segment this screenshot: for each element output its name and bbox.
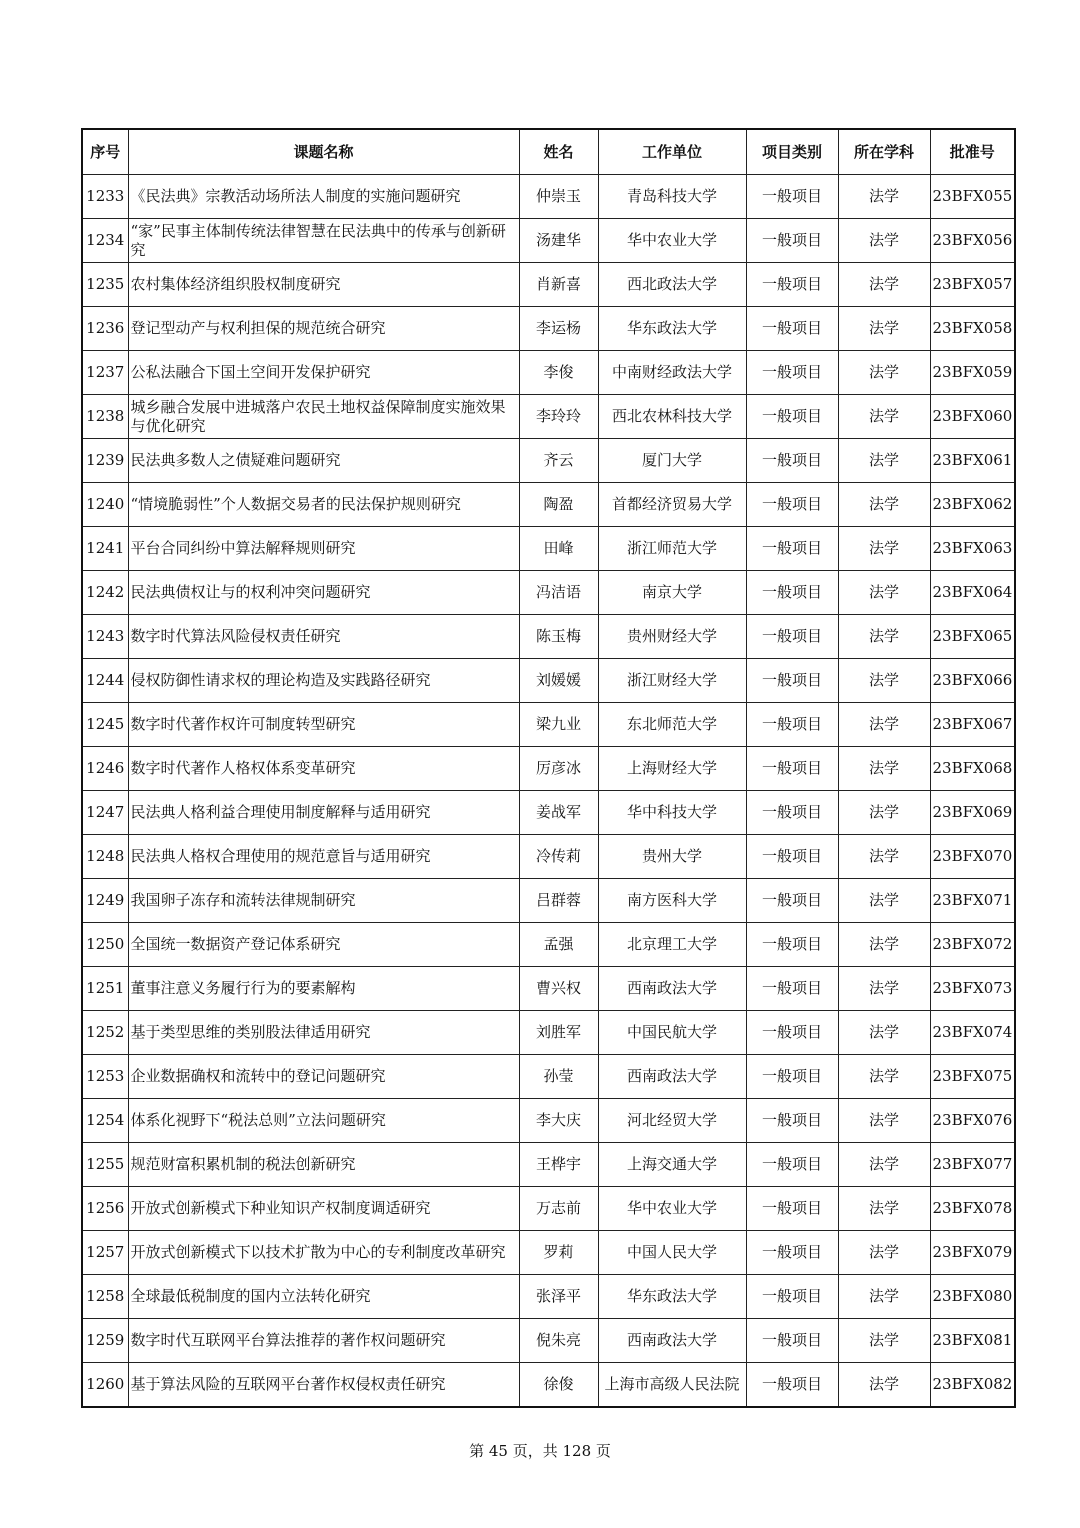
cell-name: 张泽平 [519, 1275, 598, 1319]
cell-unit: 西北农林科技大学 [598, 395, 746, 439]
cell-category: 一般项目 [746, 1319, 838, 1363]
cell-approval-no: 23BFX080 [930, 1275, 1015, 1319]
cell-unit: 东北师范大学 [598, 703, 746, 747]
cell-category: 一般项目 [746, 1275, 838, 1319]
cell-approval-no: 23BFX078 [930, 1187, 1015, 1231]
cell-name: 刘媛媛 [519, 659, 598, 703]
cell-index: 1244 [82, 659, 128, 703]
cell-discipline: 法学 [838, 835, 930, 879]
cell-unit: 南方医科大学 [598, 879, 746, 923]
cell-approval-no: 23BFX062 [930, 483, 1015, 527]
cell-unit: 青岛科技大学 [598, 175, 746, 219]
cell-unit: 上海财经大学 [598, 747, 746, 791]
cell-index: 1245 [82, 703, 128, 747]
cell-title: 开放式创新模式下以技术扩散为中心的专利制度改革研究 [128, 1231, 519, 1275]
cell-name: 厉彦冰 [519, 747, 598, 791]
cell-unit: 浙江师范大学 [598, 527, 746, 571]
cell-approval-no: 23BFX064 [930, 571, 1015, 615]
cell-category: 一般项目 [746, 175, 838, 219]
table-row [82, 1011, 1015, 1055]
cell-name: 汤建华 [519, 219, 598, 263]
cell-name: 李运杨 [519, 307, 598, 351]
header-approval-no: 批准号 [930, 129, 1015, 175]
cell-title: “家”民事主体制传统法律智慧在民法典中的传承与创新研究 [128, 219, 519, 263]
cell-unit: 华中科技大学 [598, 791, 746, 835]
cell-name: 肖新喜 [519, 263, 598, 307]
table-row [82, 659, 1015, 703]
cell-name: 冷传莉 [519, 835, 598, 879]
cell-discipline: 法学 [838, 703, 930, 747]
header-name: 姓名 [519, 129, 598, 175]
cell-unit: 南京大学 [598, 571, 746, 615]
header-unit: 工作单位 [598, 129, 746, 175]
table-row [82, 1231, 1015, 1275]
cell-index: 1237 [82, 351, 128, 395]
cell-index: 1236 [82, 307, 128, 351]
cell-approval-no: 23BFX066 [930, 659, 1015, 703]
cell-discipline: 法学 [838, 791, 930, 835]
cell-category: 一般项目 [746, 1231, 838, 1275]
cell-index: 1253 [82, 1055, 128, 1099]
cell-title: 民法典债权让与的权利冲突问题研究 [128, 571, 519, 615]
cell-discipline: 法学 [838, 1275, 930, 1319]
cell-name: 李俊 [519, 351, 598, 395]
cell-unit: 西北政法大学 [598, 263, 746, 307]
table-row [82, 879, 1015, 923]
cell-discipline: 法学 [838, 659, 930, 703]
cell-title: 数字时代著作权许可制度转型研究 [128, 703, 519, 747]
cell-index: 1233 [82, 175, 128, 219]
cell-category: 一般项目 [746, 571, 838, 615]
table-row [82, 483, 1015, 527]
cell-index: 1241 [82, 527, 128, 571]
cell-category: 一般项目 [746, 483, 838, 527]
cell-unit: 西南政法大学 [598, 1055, 746, 1099]
cell-discipline: 法学 [838, 307, 930, 351]
cell-index: 1254 [82, 1099, 128, 1143]
cell-unit: 华东政法大学 [598, 1275, 746, 1319]
cell-index: 1259 [82, 1319, 128, 1363]
cell-name: 陈玉梅 [519, 615, 598, 659]
cell-unit: 上海交通大学 [598, 1143, 746, 1187]
cell-approval-no: 23BFX057 [930, 263, 1015, 307]
table-row [82, 219, 1015, 263]
cell-name: 倪朱亮 [519, 1319, 598, 1363]
page-footer: 第 45 页，共 128 页 [469, 1442, 611, 1460]
cell-category: 一般项目 [746, 307, 838, 351]
cell-title: 全球最低税制度的国内立法转化研究 [128, 1275, 519, 1319]
cell-title: 民法典人格利益合理使用制度解释与适用研究 [128, 791, 519, 835]
table-row [82, 615, 1015, 659]
table-row [82, 747, 1015, 791]
cell-discipline: 法学 [838, 1187, 930, 1231]
cell-index: 1256 [82, 1187, 128, 1231]
cell-category: 一般项目 [746, 439, 838, 483]
cell-index: 1260 [82, 1363, 128, 1408]
table-row [82, 1143, 1015, 1187]
table-row [82, 791, 1015, 835]
cell-category: 一般项目 [746, 395, 838, 439]
cell-name: 田峰 [519, 527, 598, 571]
cell-unit: 贵州大学 [598, 835, 746, 879]
cell-index: 1238 [82, 395, 128, 439]
cell-index: 1257 [82, 1231, 128, 1275]
table-row [82, 307, 1015, 351]
cell-name: 梁九业 [519, 703, 598, 747]
cell-discipline: 法学 [838, 351, 930, 395]
cell-unit: 厦门大学 [598, 439, 746, 483]
cell-index: 1252 [82, 1011, 128, 1055]
cell-unit: 中南财经政法大学 [598, 351, 746, 395]
cell-approval-no: 23BFX076 [930, 1099, 1015, 1143]
cell-discipline: 法学 [838, 1363, 930, 1408]
header-discipline: 所在学科 [838, 129, 930, 175]
cell-approval-no: 23BFX073 [930, 967, 1015, 1011]
cell-index: 1247 [82, 791, 128, 835]
cell-index: 1251 [82, 967, 128, 1011]
cell-approval-no: 23BFX056 [930, 219, 1015, 263]
cell-unit: 华中农业大学 [598, 1187, 746, 1231]
cell-title: 民法典人格权合理使用的规范意旨与适用研究 [128, 835, 519, 879]
cell-category: 一般项目 [746, 659, 838, 703]
cell-unit: 北京理工大学 [598, 923, 746, 967]
cell-approval-no: 23BFX061 [930, 439, 1015, 483]
cell-index: 1255 [82, 1143, 128, 1187]
cell-title: 侵权防御性请求权的理论构造及实践路径研究 [128, 659, 519, 703]
cell-discipline: 法学 [838, 527, 930, 571]
cell-discipline: 法学 [838, 1231, 930, 1275]
cell-category: 一般项目 [746, 1143, 838, 1187]
cell-category: 一般项目 [746, 1011, 838, 1055]
cell-discipline: 法学 [838, 967, 930, 1011]
cell-category: 一般项目 [746, 703, 838, 747]
cell-approval-no: 23BFX065 [930, 615, 1015, 659]
header-index: 序号 [82, 129, 128, 175]
cell-approval-no: 23BFX075 [930, 1055, 1015, 1099]
cell-index: 1239 [82, 439, 128, 483]
table-row [82, 1055, 1015, 1099]
cell-approval-no: 23BFX063 [930, 527, 1015, 571]
cell-category: 一般项目 [746, 923, 838, 967]
table-row [82, 1099, 1015, 1143]
cell-index: 1248 [82, 835, 128, 879]
table-body [82, 175, 1015, 1408]
header-category: 项目类别 [746, 129, 838, 175]
cell-unit: 河北经贸大学 [598, 1099, 746, 1143]
cell-title: 开放式创新模式下种业知识产权制度调适研究 [128, 1187, 519, 1231]
project-table [81, 128, 1016, 1408]
cell-discipline: 法学 [838, 1099, 930, 1143]
cell-index: 1246 [82, 747, 128, 791]
cell-index: 1235 [82, 263, 128, 307]
cell-name: 孙莹 [519, 1055, 598, 1099]
cell-unit: 贵州财经大学 [598, 615, 746, 659]
cell-discipline: 法学 [838, 175, 930, 219]
table-row [82, 1275, 1015, 1319]
cell-discipline: 法学 [838, 1011, 930, 1055]
cell-title: 基于类型思维的类别股法律适用研究 [128, 1011, 519, 1055]
cell-unit: 首都经济贸易大学 [598, 483, 746, 527]
cell-discipline: 法学 [838, 1143, 930, 1187]
cell-category: 一般项目 [746, 1187, 838, 1231]
cell-index: 1242 [82, 571, 128, 615]
table-row [82, 439, 1015, 483]
cell-approval-no: 23BFX070 [930, 835, 1015, 879]
cell-title: 民法典多数人之债疑难问题研究 [128, 439, 519, 483]
cell-index: 1243 [82, 615, 128, 659]
cell-discipline: 法学 [838, 439, 930, 483]
cell-discipline: 法学 [838, 571, 930, 615]
cell-index: 1250 [82, 923, 128, 967]
cell-discipline: 法学 [838, 923, 930, 967]
cell-title: 基于算法风险的互联网平台著作权侵权责任研究 [128, 1363, 519, 1408]
table-row [82, 1187, 1015, 1231]
cell-category: 一般项目 [746, 967, 838, 1011]
cell-name: 李大庆 [519, 1099, 598, 1143]
cell-discipline: 法学 [838, 879, 930, 923]
cell-unit: 浙江财经大学 [598, 659, 746, 703]
cell-title: 全国统一数据资产登记体系研究 [128, 923, 519, 967]
cell-category: 一般项目 [746, 1099, 838, 1143]
cell-category: 一般项目 [746, 879, 838, 923]
header-title: 课题名称 [128, 129, 519, 175]
cell-category: 一般项目 [746, 1055, 838, 1099]
cell-title: 体系化视野下“税法总则”立法问题研究 [128, 1099, 519, 1143]
cell-title: 数字时代算法风险侵权责任研究 [128, 615, 519, 659]
cell-name: 王桦宇 [519, 1143, 598, 1187]
cell-approval-no: 23BFX077 [930, 1143, 1015, 1187]
cell-title: 数字时代互联网平台算法推荐的著作权问题研究 [128, 1319, 519, 1363]
cell-title: 企业数据确权和流转中的登记问题研究 [128, 1055, 519, 1099]
table-row [82, 1319, 1015, 1363]
table-row [82, 967, 1015, 1011]
cell-approval-no: 23BFX059 [930, 351, 1015, 395]
cell-category: 一般项目 [746, 835, 838, 879]
cell-name: 刘胜军 [519, 1011, 598, 1055]
cell-approval-no: 23BFX055 [930, 175, 1015, 219]
cell-title: 我国卵子冻存和流转法律规制研究 [128, 879, 519, 923]
cell-approval-no: 23BFX069 [930, 791, 1015, 835]
cell-title: 《民法典》宗教活动场所法人制度的实施问题研究 [128, 175, 519, 219]
cell-title: 农村集体经济组织股权制度研究 [128, 263, 519, 307]
cell-discipline: 法学 [838, 1055, 930, 1099]
cell-approval-no: 23BFX082 [930, 1363, 1015, 1408]
table-row [82, 395, 1015, 439]
cell-unit: 中国民航大学 [598, 1011, 746, 1055]
table-header-row [82, 129, 1015, 175]
table-row [82, 175, 1015, 219]
table-row [82, 571, 1015, 615]
table-row [82, 263, 1015, 307]
cell-title: 城乡融合发展中进城落户农民土地权益保障制度实施效果与优化研究 [128, 395, 519, 439]
table-row [82, 527, 1015, 571]
cell-category: 一般项目 [746, 263, 838, 307]
table-row [82, 835, 1015, 879]
cell-unit: 上海市高级人民法院 [598, 1363, 746, 1408]
cell-index: 1240 [82, 483, 128, 527]
cell-unit: 华中农业大学 [598, 219, 746, 263]
cell-name: 万志前 [519, 1187, 598, 1231]
cell-name: 李玲玲 [519, 395, 598, 439]
table-row [82, 703, 1015, 747]
cell-title: 平台合同纠纷中算法解释规则研究 [128, 527, 519, 571]
cell-name: 徐俊 [519, 1363, 598, 1408]
cell-category: 一般项目 [746, 351, 838, 395]
table-row [82, 1363, 1015, 1408]
cell-discipline: 法学 [838, 483, 930, 527]
cell-unit: 西南政法大学 [598, 1319, 746, 1363]
cell-approval-no: 23BFX081 [930, 1319, 1015, 1363]
cell-name: 齐云 [519, 439, 598, 483]
cell-approval-no: 23BFX067 [930, 703, 1015, 747]
cell-discipline: 法学 [838, 219, 930, 263]
cell-category: 一般项目 [746, 791, 838, 835]
cell-title: “情境脆弱性”个人数据交易者的民法保护规则研究 [128, 483, 519, 527]
cell-category: 一般项目 [746, 219, 838, 263]
cell-approval-no: 23BFX058 [930, 307, 1015, 351]
cell-name: 罗莉 [519, 1231, 598, 1275]
cell-unit: 华东政法大学 [598, 307, 746, 351]
cell-category: 一般项目 [746, 747, 838, 791]
cell-discipline: 法学 [838, 263, 930, 307]
cell-category: 一般项目 [746, 527, 838, 571]
table-row [82, 923, 1015, 967]
cell-approval-no: 23BFX060 [930, 395, 1015, 439]
cell-approval-no: 23BFX071 [930, 879, 1015, 923]
cell-title: 公私法融合下国土空间开发保护研究 [128, 351, 519, 395]
cell-name: 仲崇玉 [519, 175, 598, 219]
cell-approval-no: 23BFX074 [930, 1011, 1015, 1055]
cell-title: 规范财富积累机制的税法创新研究 [128, 1143, 519, 1187]
cell-name: 陶盈 [519, 483, 598, 527]
cell-name: 冯洁语 [519, 571, 598, 615]
cell-category: 一般项目 [746, 615, 838, 659]
cell-name: 吕群蓉 [519, 879, 598, 923]
cell-approval-no: 23BFX079 [930, 1231, 1015, 1275]
cell-discipline: 法学 [838, 615, 930, 659]
cell-name: 姜战军 [519, 791, 598, 835]
cell-title: 董事注意义务履行行为的要素解构 [128, 967, 519, 1011]
cell-name: 孟强 [519, 923, 598, 967]
cell-title: 登记型动产与权利担保的规范统合研究 [128, 307, 519, 351]
cell-discipline: 法学 [838, 395, 930, 439]
cell-name: 曹兴权 [519, 967, 598, 1011]
cell-discipline: 法学 [838, 1319, 930, 1363]
table-row [82, 351, 1015, 395]
cell-category: 一般项目 [746, 1363, 838, 1408]
cell-unit: 西南政法大学 [598, 967, 746, 1011]
cell-discipline: 法学 [838, 747, 930, 791]
cell-unit: 中国人民大学 [598, 1231, 746, 1275]
cell-approval-no: 23BFX072 [930, 923, 1015, 967]
cell-index: 1258 [82, 1275, 128, 1319]
cell-index: 1249 [82, 879, 128, 923]
cell-index: 1234 [82, 219, 128, 263]
cell-title: 数字时代著作人格权体系变革研究 [128, 747, 519, 791]
cell-approval-no: 23BFX068 [930, 747, 1015, 791]
